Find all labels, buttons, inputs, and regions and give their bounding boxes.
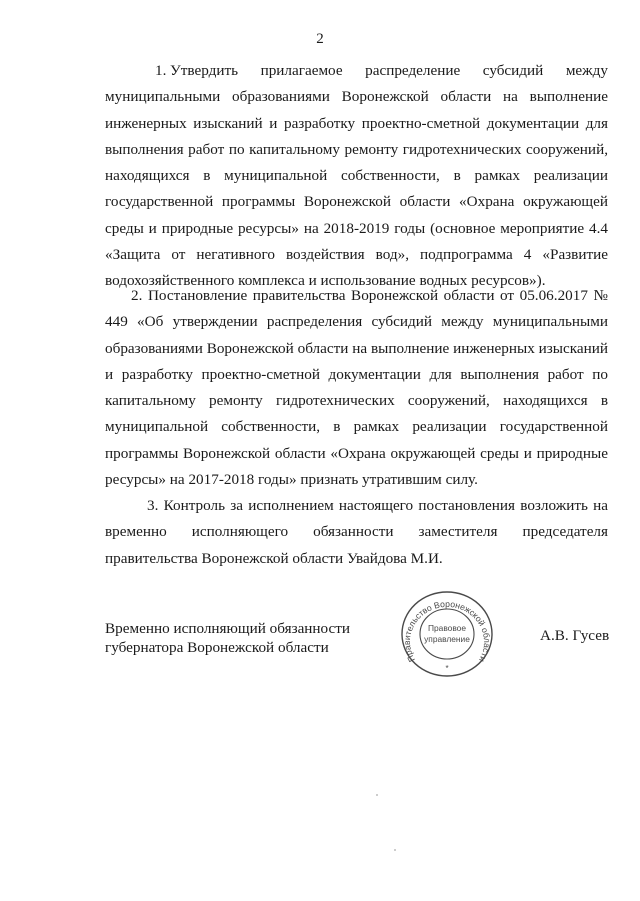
stamp-ring-text: Правительство Воронежской области [401, 598, 493, 664]
signatory-title-line-1: Временно исполняющий обязанности [105, 620, 351, 637]
scan-speck [376, 794, 378, 796]
signatory-title [105, 619, 405, 657]
stamp-seal-icon [398, 589, 496, 679]
signatory-title-line-2: губернатора Воронежской области [105, 639, 329, 656]
official-stamp [398, 589, 496, 679]
stamp-center-line-1: Правовое [427, 623, 467, 633]
page-number: 2 [316, 31, 324, 47]
stamp-center-line-2: управление [424, 634, 470, 644]
paragraph-1-text: Утвердить прилагаемое распределение субсидий между муниципальными образованиями Воронежской области на выполнение инженерных изысканий и разработку проектно-сметной документации для выполнения работ по капитальному ремонту гидротехнических сооружений, находящихся в муниципальной собственности, в рамках реализации государственной программы Воронежской области «Охрана окружающей среды и природные ресурсы» на 2018-2019 годы (основное мероприятие 4.4 «Защита от негативного воздействия вод», подпрограмма 4 «Развитие водохозяйственного комплекса и использование водных ресурсов»). [105, 62, 608, 290]
paragraph-1-number: 1. [155, 62, 167, 79]
paragraph-1 [105, 58, 608, 295]
scan-speck [394, 849, 396, 851]
signatory-name: А.В. Гусев [540, 627, 610, 644]
stamp-star: * [445, 664, 449, 673]
paragraph-2: 2. Постановление правительства Воронежской области от 05.06.2017 № 449 «Об утверждении распределения субсидий между муниципальными образованиями Воронежской области на выполнение инженерных изысканий и разработку проектно-сметной документации для выполнения работ по капитальному ремонту гидротехнических сооружений, находящихся в муниципальной собственности, в рамках реализации государственной программы Воронежской области «Охрана окружающей среды и природные ресурсы» на 2017-2018 годы» признать утратившим силу. [105, 287, 608, 489]
paragraph-3: 3. Контроль за исполнением настоящего постановления возложить на временно исполняющего обязанности заместителя председателя правительства Воронежской области Увайдова М.И. [105, 497, 608, 567]
